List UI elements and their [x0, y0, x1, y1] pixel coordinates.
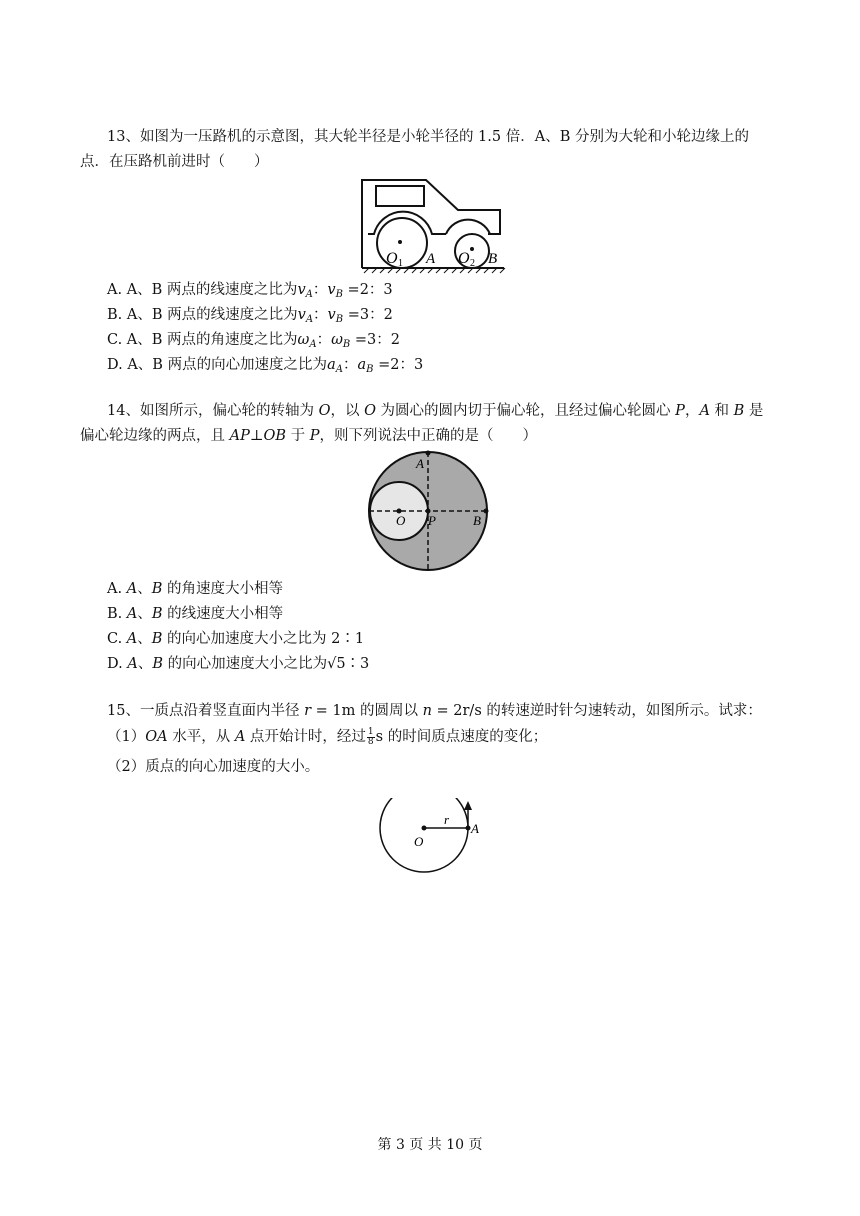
q13-label-o1: O: [386, 250, 398, 267]
q13-label-o1-sub: 1: [398, 258, 403, 269]
q14-stem-line2: 偏心轮边缘的两点，且 AP⊥OB 于 P，则下列说法中正确的是（ ）: [80, 428, 538, 444]
q14-option-d: D. A、B 的向心加速度大小之比为√5∶3: [107, 656, 370, 672]
q14-label-p: P: [428, 513, 436, 528]
q14-stem-line1: 14、如图所示，偏心轮的转轴为 O，以 O 为圆心的圆内切于偏心轮，且经过偏心轮圆心 P，A 和 B 是: [107, 403, 764, 419]
q15-subquestion-1: （1）OA 水平，从 A 点开始计时，经过 $\frac{1}{8}$ s 的时间质点速度的变化；: [107, 726, 548, 747]
q13-roller-figure: [358, 172, 508, 274]
q15-fraction: $\frac{1}{8}$: [367, 726, 374, 747]
q14-label-a: A: [416, 456, 424, 471]
q15-stem: 15、一质点沿着竖直面内半径 r = 1m 的圆周以 n = 2r/s 的转速逆时针匀速转动，如图所示。试求：: [107, 703, 762, 719]
q13-option-a: A. A、B 两点的线速度之比为$v_A$：$v_B =2$：3: [107, 282, 393, 300]
q13-label-a: A: [426, 251, 436, 267]
q14-eccentric-wheel-figure: [366, 448, 492, 574]
q15-label-a: A: [471, 821, 479, 836]
q13-stem-line1: 13、如图为一压路机的示意图，其大轮半径是小轮半径的 1.5 倍．A、B 分别为大轮和小轮边缘上的: [107, 129, 749, 145]
q14-label-o: O: [396, 513, 406, 528]
q13-label-b: B: [488, 251, 498, 267]
q13-option-d: D. A、B 两点的向心加速度之比为$a_A$：$a_B =2$：3: [107, 357, 424, 375]
q15-circle-figure: [378, 798, 488, 876]
q14-label-b: B: [473, 513, 481, 528]
q14-option-c: C. A、B 的向心加速度大小之比为 2∶1: [107, 631, 365, 647]
q14-option-a: A. A、B 的角速度大小相等: [107, 581, 283, 597]
q13-option-c: C. A、B 两点的角速度之比为$\omega_A$：$\omega_B =3$：2: [107, 332, 400, 350]
q15-label-r: r: [444, 812, 450, 827]
q15-label-o: O: [414, 834, 424, 849]
q13-stem-line2: 点．在压路机前进时（ ）: [80, 154, 269, 170]
q13-label-o2: O: [458, 250, 470, 267]
q15-subquestion-2: （2）质点的向心加速度的大小。: [107, 759, 320, 775]
q14-option-b: B. A、B 的线速度大小相等: [107, 606, 284, 622]
q13-label-o2-sub: 2: [470, 258, 475, 269]
page-footer: 第 3 页 共 10 页: [377, 1137, 483, 1153]
q13-option-b: B. A、B 两点的线速度之比为$v_A$：$v_B =3$：2: [107, 307, 393, 325]
